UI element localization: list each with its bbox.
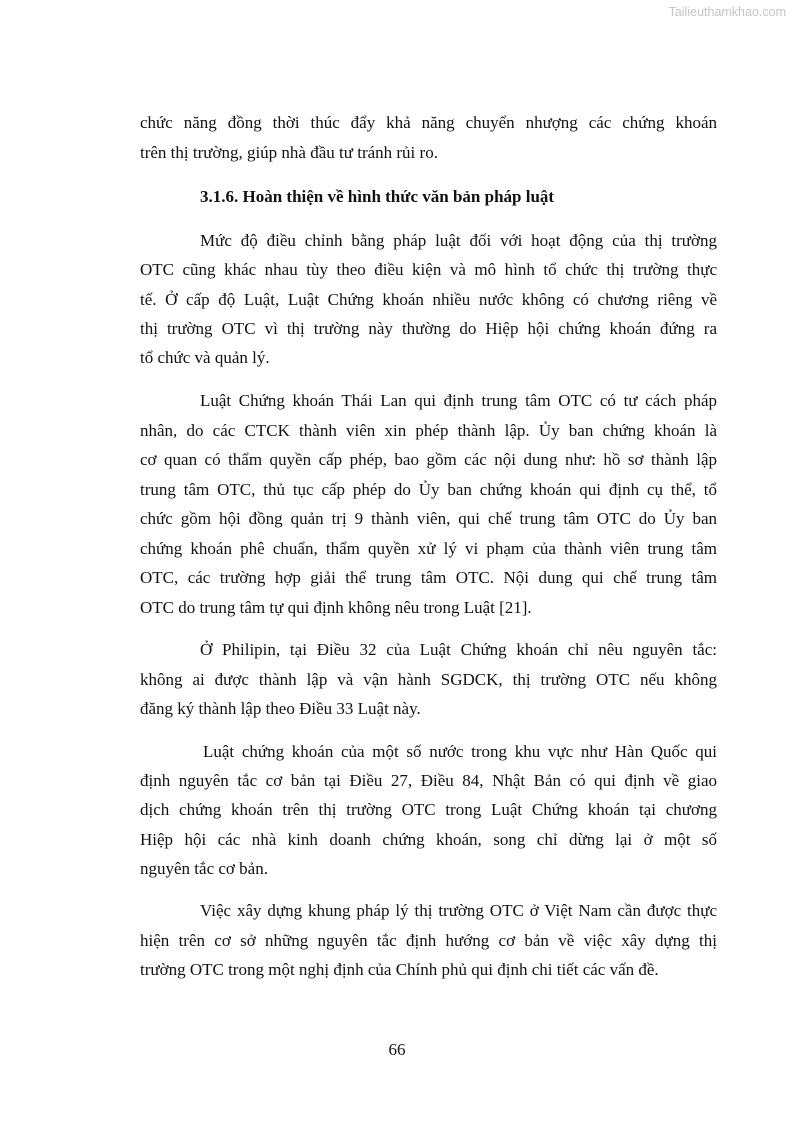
paragraph-2-line: OTC cũng khác nhau tùy theo điều kiện và mô hình tổ chức thị trường thực — [140, 260, 717, 279]
paragraph-3-line: chức gồm hội đồng quản trị 9 thành viên, qui chế trung tâm OTC do Ủy ban — [140, 509, 717, 528]
paragraph-5-line: nguyên tắc cơ bản. — [140, 859, 268, 878]
paragraph-3-line: trung tâm OTC, thủ tục cấp phép do Ủy ban chứng khoán qui định cụ thể, tổ — [140, 480, 717, 499]
paragraph-3-line: cơ quan có thẩm quyền cấp phép, bao gồm các nội dung như: hồ sơ thành lập — [140, 450, 717, 469]
paragraph-2-line: tế. Ở cấp độ Luật, Luật Chứng khoán nhiều nước không có chương riêng về — [140, 290, 717, 309]
paragraph-3-line: nhân, do các CTCK thành viên xin phép thành lập. Ủy ban chứng khoán là — [140, 421, 717, 440]
paragraph-6-line: hiện trên cơ sở những nguyên tắc định hướng cơ bản về việc xây dựng thị — [140, 931, 717, 950]
paragraph-5-line: dịch chứng khoán trên thị trường OTC trong Luật Chứng khoán tại chương — [140, 800, 717, 819]
page-number: 66 — [388, 1040, 406, 1059]
paragraph-3-line: chứng khoán phê chuẩn, thẩm quyền xử lý vi phạm của thành viên trung tâm — [140, 539, 717, 558]
paragraph-6-line: trường OTC trong một nghị định của Chính phủ qui định chi tiết các vấn đề. — [140, 960, 659, 979]
paragraph-5-line: Luật chứng khoán của một số nước trong khu vực như Hàn Quốc qui — [203, 742, 717, 761]
paragraph-3-line: Luật Chứng khoán Thái Lan qui định trung tâm OTC có tư cách pháp — [200, 391, 717, 410]
paragraph-2-line: tổ chức và quản lý. — [140, 348, 270, 367]
watermark: Tailieuthamkhao.com — [668, 5, 786, 19]
paragraph-4-line: Ở Philipin, tại Điều 32 của Luật Chứng khoán chỉ nêu nguyên tắc: — [200, 640, 717, 659]
paragraph-5-line: định nguyên tắc cơ bản tại Điều 27, Điều 84, Nhật Bản có qui định về giao — [140, 771, 717, 790]
paragraph-4-line: không ai được thành lập và vận hành SGDCK, thị trường OTC nếu không — [140, 670, 717, 689]
paragraph-1-line: trên thị trường, giúp nhà đầu tư tránh rủi ro. — [140, 143, 438, 162]
paragraph-5-line: Hiệp hội các nhà kinh doanh chứng khoán, song chỉ dừng lại ở một số — [140, 830, 717, 849]
paragraph-6-line: Việc xây dựng khung pháp lý thị trường OTC ở Việt Nam cần được thực — [200, 901, 717, 920]
paragraph-3-line: OTC, các trường hợp giải thể trung tâm OTC. Nội dung qui chế trung tâm — [140, 568, 717, 587]
paragraph-2-line: Mức độ điều chỉnh bằng pháp luật đối với hoạt động của thị trường — [200, 231, 717, 250]
paragraph-3-line: OTC do trung tâm tự qui định không nêu trong Luật [21]. — [140, 598, 532, 617]
paragraph-2-line: thị trường OTC vì thị trường này thường do Hiệp hội chứng khoán đứng ra — [140, 319, 717, 338]
paragraph-4-line: đăng ký thành lập theo Điều 33 Luật này. — [140, 699, 421, 718]
section-heading: 3.1.6. Hoàn thiện về hình thức văn bản pháp luật — [200, 187, 555, 206]
paragraph-1-line: chức năng đồng thời thúc đẩy khả năng chuyển nhượng các chứng khoán — [140, 113, 717, 132]
